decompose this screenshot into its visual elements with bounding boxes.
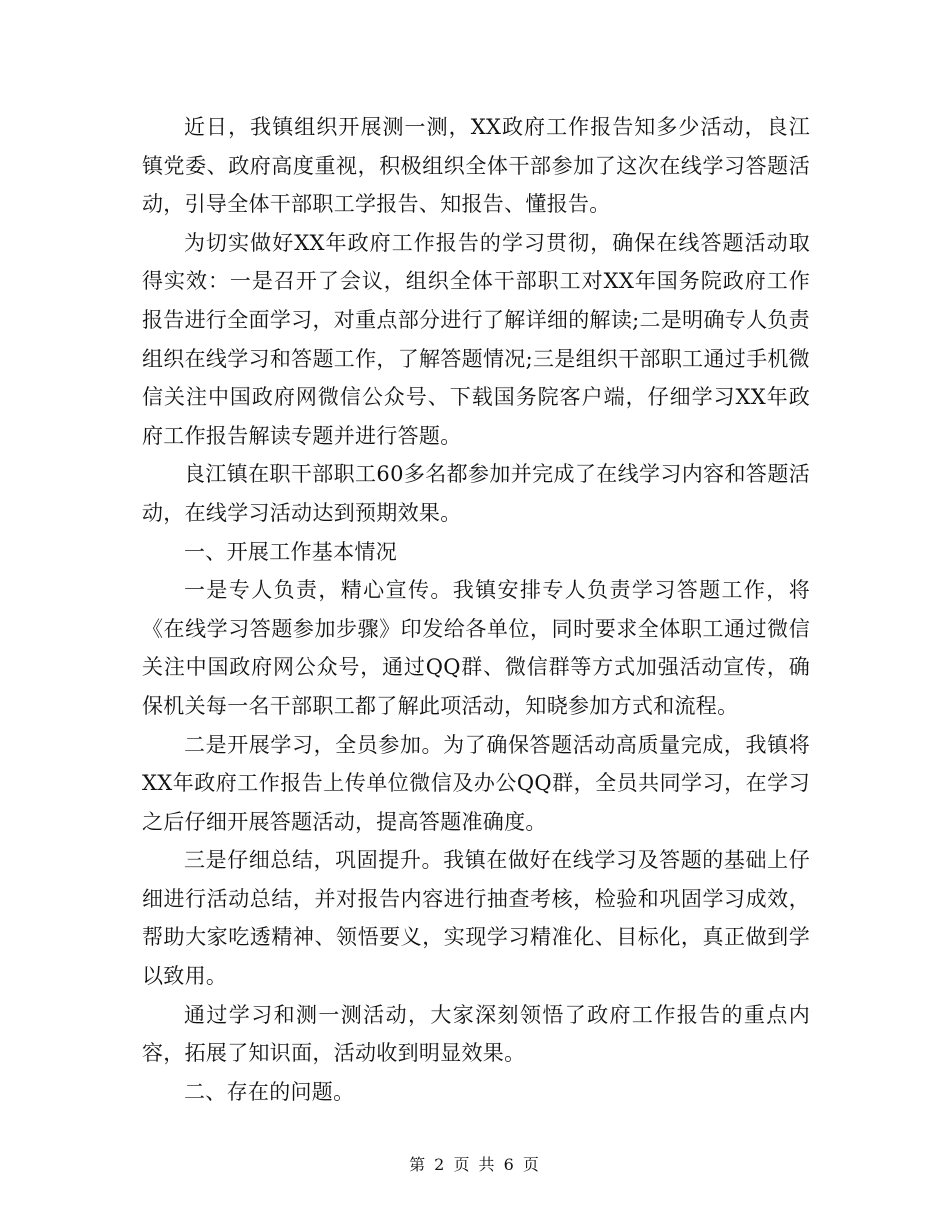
section-heading-1: 一、开展工作基本情况: [184, 539, 397, 564]
paragraph-4: 一是专人负责，精心宣传。我镇安排专人负责学习答题工作，将《在线学习答题参加步骤》印发给各单位，同时要求全体职工通过微信关注中国政府网公众号，通过QQ群、微信群等方式加强活动宣传，确保机关每一名干部职工都了解此项活动，知晓参加方式和流程。: [142, 578, 810, 718]
paragraph-5: 二是开展学习，全员参加。为了确保答题活动高质量完成，我镇将XX年政府工作报告上传单位微信及办公QQ群，全员共同学习，在学习之后仔细开展答题活动，提高答题准确度。: [142, 732, 810, 834]
section-heading-2: 二、存在的问题。: [184, 1079, 355, 1104]
paragraph-1: 近日，我镇组织开展测一测，XX政府工作报告知多少活动，良江镇党委、政府高度重视，积极组织全体干部参加了这次在线学习答题活动，引导全体干部职工学报告、知报告、懂报告。: [142, 115, 810, 217]
document-body: [142, 108, 810, 1111]
paragraph-2: 为切实做好XX年政府工作报告的学习贯彻，确保在线答题活动取得实效：一是召开了会议，组织全体干部职工对XX年国务院政府工作报告进行全面学习，对重点部分进行了解详细的解读;二是明确专人负责组织在线学习和答题工作，了解答题情况;三是组织干部职工通过手机微信关注中国政府网微信公众号、下载国务院客户端，仔细学习XX年政府工作报告解读专题并进行答题。: [142, 230, 810, 448]
paragraph-7: 通过学习和测一测活动，大家深刻领悟了政府工作报告的重点内容，拓展了知识面，活动收到明显效果。: [142, 1002, 810, 1066]
page-footer: 第 2 页 共 6 页: [409, 1155, 541, 1174]
paragraph-6: 三是仔细总结，巩固提升。我镇在做好在线学习及答题的基础上仔细进行活动总结，并对报告内容进行抽查考核，检验和巩固学习成效，帮助大家吃透精神、领悟要义，实现学习精准化、目标化，真正做到学以致用。: [142, 848, 810, 989]
paragraph-3: 良江镇在职干部职工60多名都参加并完成了在线学习内容和答题活动，在线学习活动达到预期效果。: [142, 462, 810, 525]
